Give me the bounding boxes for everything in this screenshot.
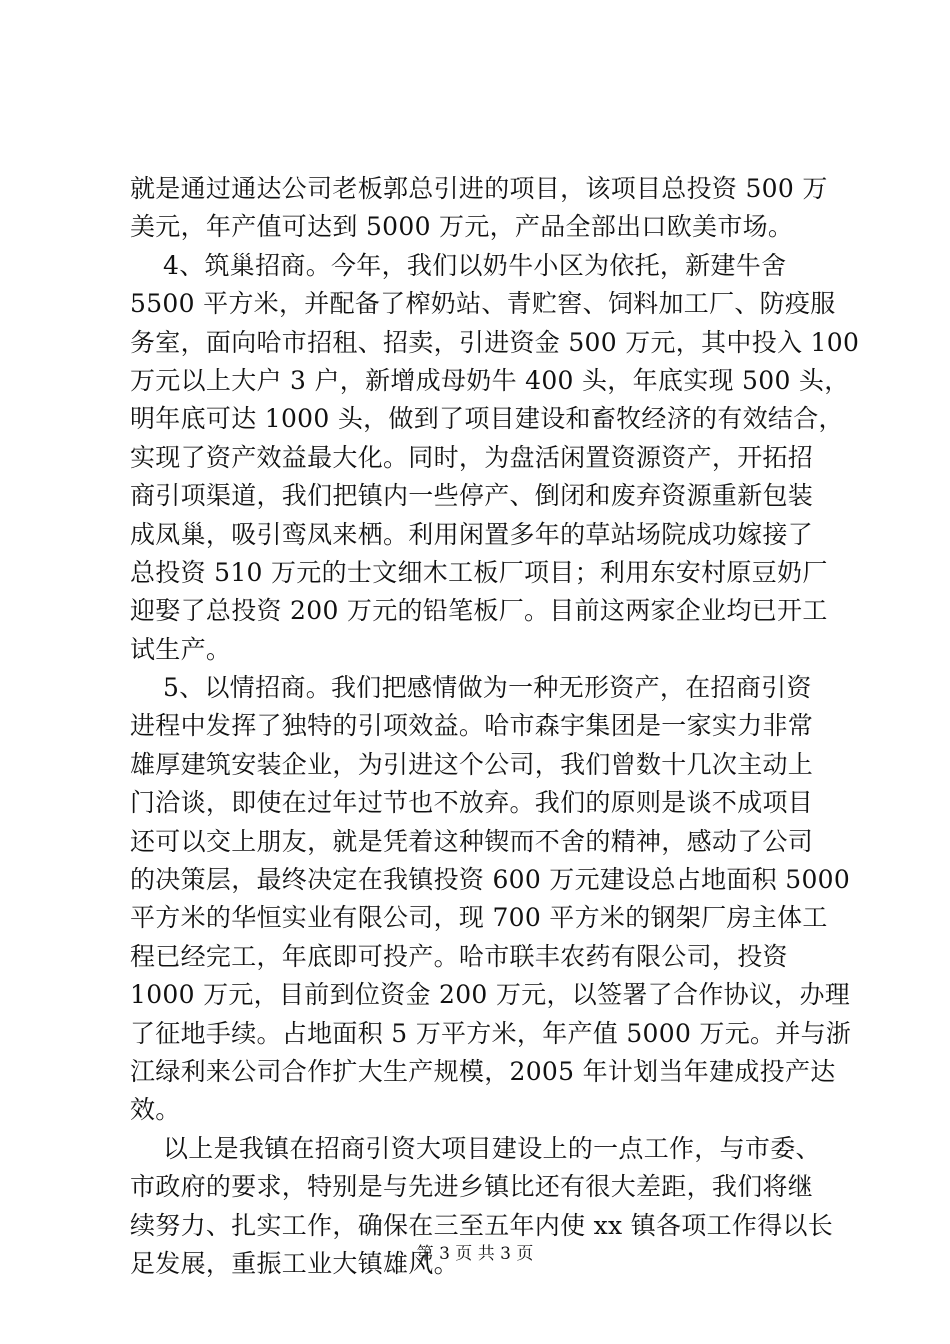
text-line: 江绿利来公司合作扩大生产规模，2005 年计划当年建成投产达 [130,1056,836,1086]
text-line: 美元，年产值可达到 5000 万元，产品全部出口欧美市场。 [130,212,794,242]
text-line: 以上是我镇在招商引资大项目建设上的一点工作，与市委、 [130,1133,821,1163]
text-line: 4、筑巢招商。今年，我们以奶牛小区为依托，新建牛舍 [130,250,787,280]
text-line: 续努力、扎实工作，确保在三至五年内使 xx 镇各项工作得以长 [130,1210,834,1240]
text-line: 总投资 510 万元的士文细木工板厂项目；利用东安村原豆奶厂 [130,557,828,587]
text-line: 程已经完工，年底即可投产。哈市联丰农药有限公司，投资 [130,941,788,971]
text-line: 门洽谈，即使在过年过节也不放弃。我们的原则是谈不成项目 [130,788,814,818]
text-line: 平方米的华恒实业有限公司，现 700 平方米的钢架厂房主体工 [130,903,828,933]
text-line: 明年底可达 1000 头，做到了项目建设和畜牧经济的有效结合， [130,404,844,434]
text-line: 务室，面向哈市招租、招卖，引进资金 500 万元，其中投入 100 [130,327,860,357]
text-line: 实现了资产效益最大化。同时，为盘活闲置资源资产，开拓招 [130,442,814,472]
text-line: 还可以交上朋友，就是凭着这种锲而不舍的精神，感动了公司 [130,826,814,856]
page-number-footer: 第 3 页 共 3 页 [416,1244,534,1264]
text-line: 迎娶了总投资 200 万元的铅笔板厂。目前这两家企业均已开工 [130,596,828,626]
text-line: 足发展，重振工业大镇雄风。 [130,1248,459,1278]
text-line: 万元以上大户 3 户，新增成母奶牛 400 头，年底实现 500 头， [130,365,850,395]
text-line: 5500 平方米，并配备了榨奶站、青贮窖、饲料加工厂、防疫服 [130,289,836,319]
text-line: 效。 [130,1095,181,1125]
text-line: 成凤巢，吸引鸾凤来栖。利用闲置多年的草站场院成功嫁接了 [130,519,814,549]
text-line: 就是通过通达公司老板郭总引进的项目，该项目总投资 500 万 [130,174,828,203]
text-line: 市政府的要求，特别是与先进乡镇比还有很大差距，我们将继 [130,1172,814,1202]
document-body [130,170,860,1283]
text-line: 进程中发挥了独特的引项效益。哈市森宇集团是一家实力非常 [130,711,814,741]
text-line: 了征地手续。占地面积 5 万平方米，年产值 5000 万元。并与浙 [130,1018,852,1048]
text-line: 5、以情招商。我们把感情做为一种无形资产，在招商引资 [130,673,812,703]
text-line: 1000 万元，目前到位资金 200 万元，以签署了合作协议，办理 [130,980,851,1010]
text-line: 雄厚建筑安装企业，为引进这个公司，我们曾数十几次主动上 [130,749,814,779]
text-line: 的决策层，最终决定在我镇投资 600 万元建设总占地面积 5000 [130,865,851,895]
text-line: 试生产。 [130,634,232,664]
text-line: 商引项渠道，我们把镇内一些停产、倒闭和废弃资源重新包装 [130,481,814,511]
